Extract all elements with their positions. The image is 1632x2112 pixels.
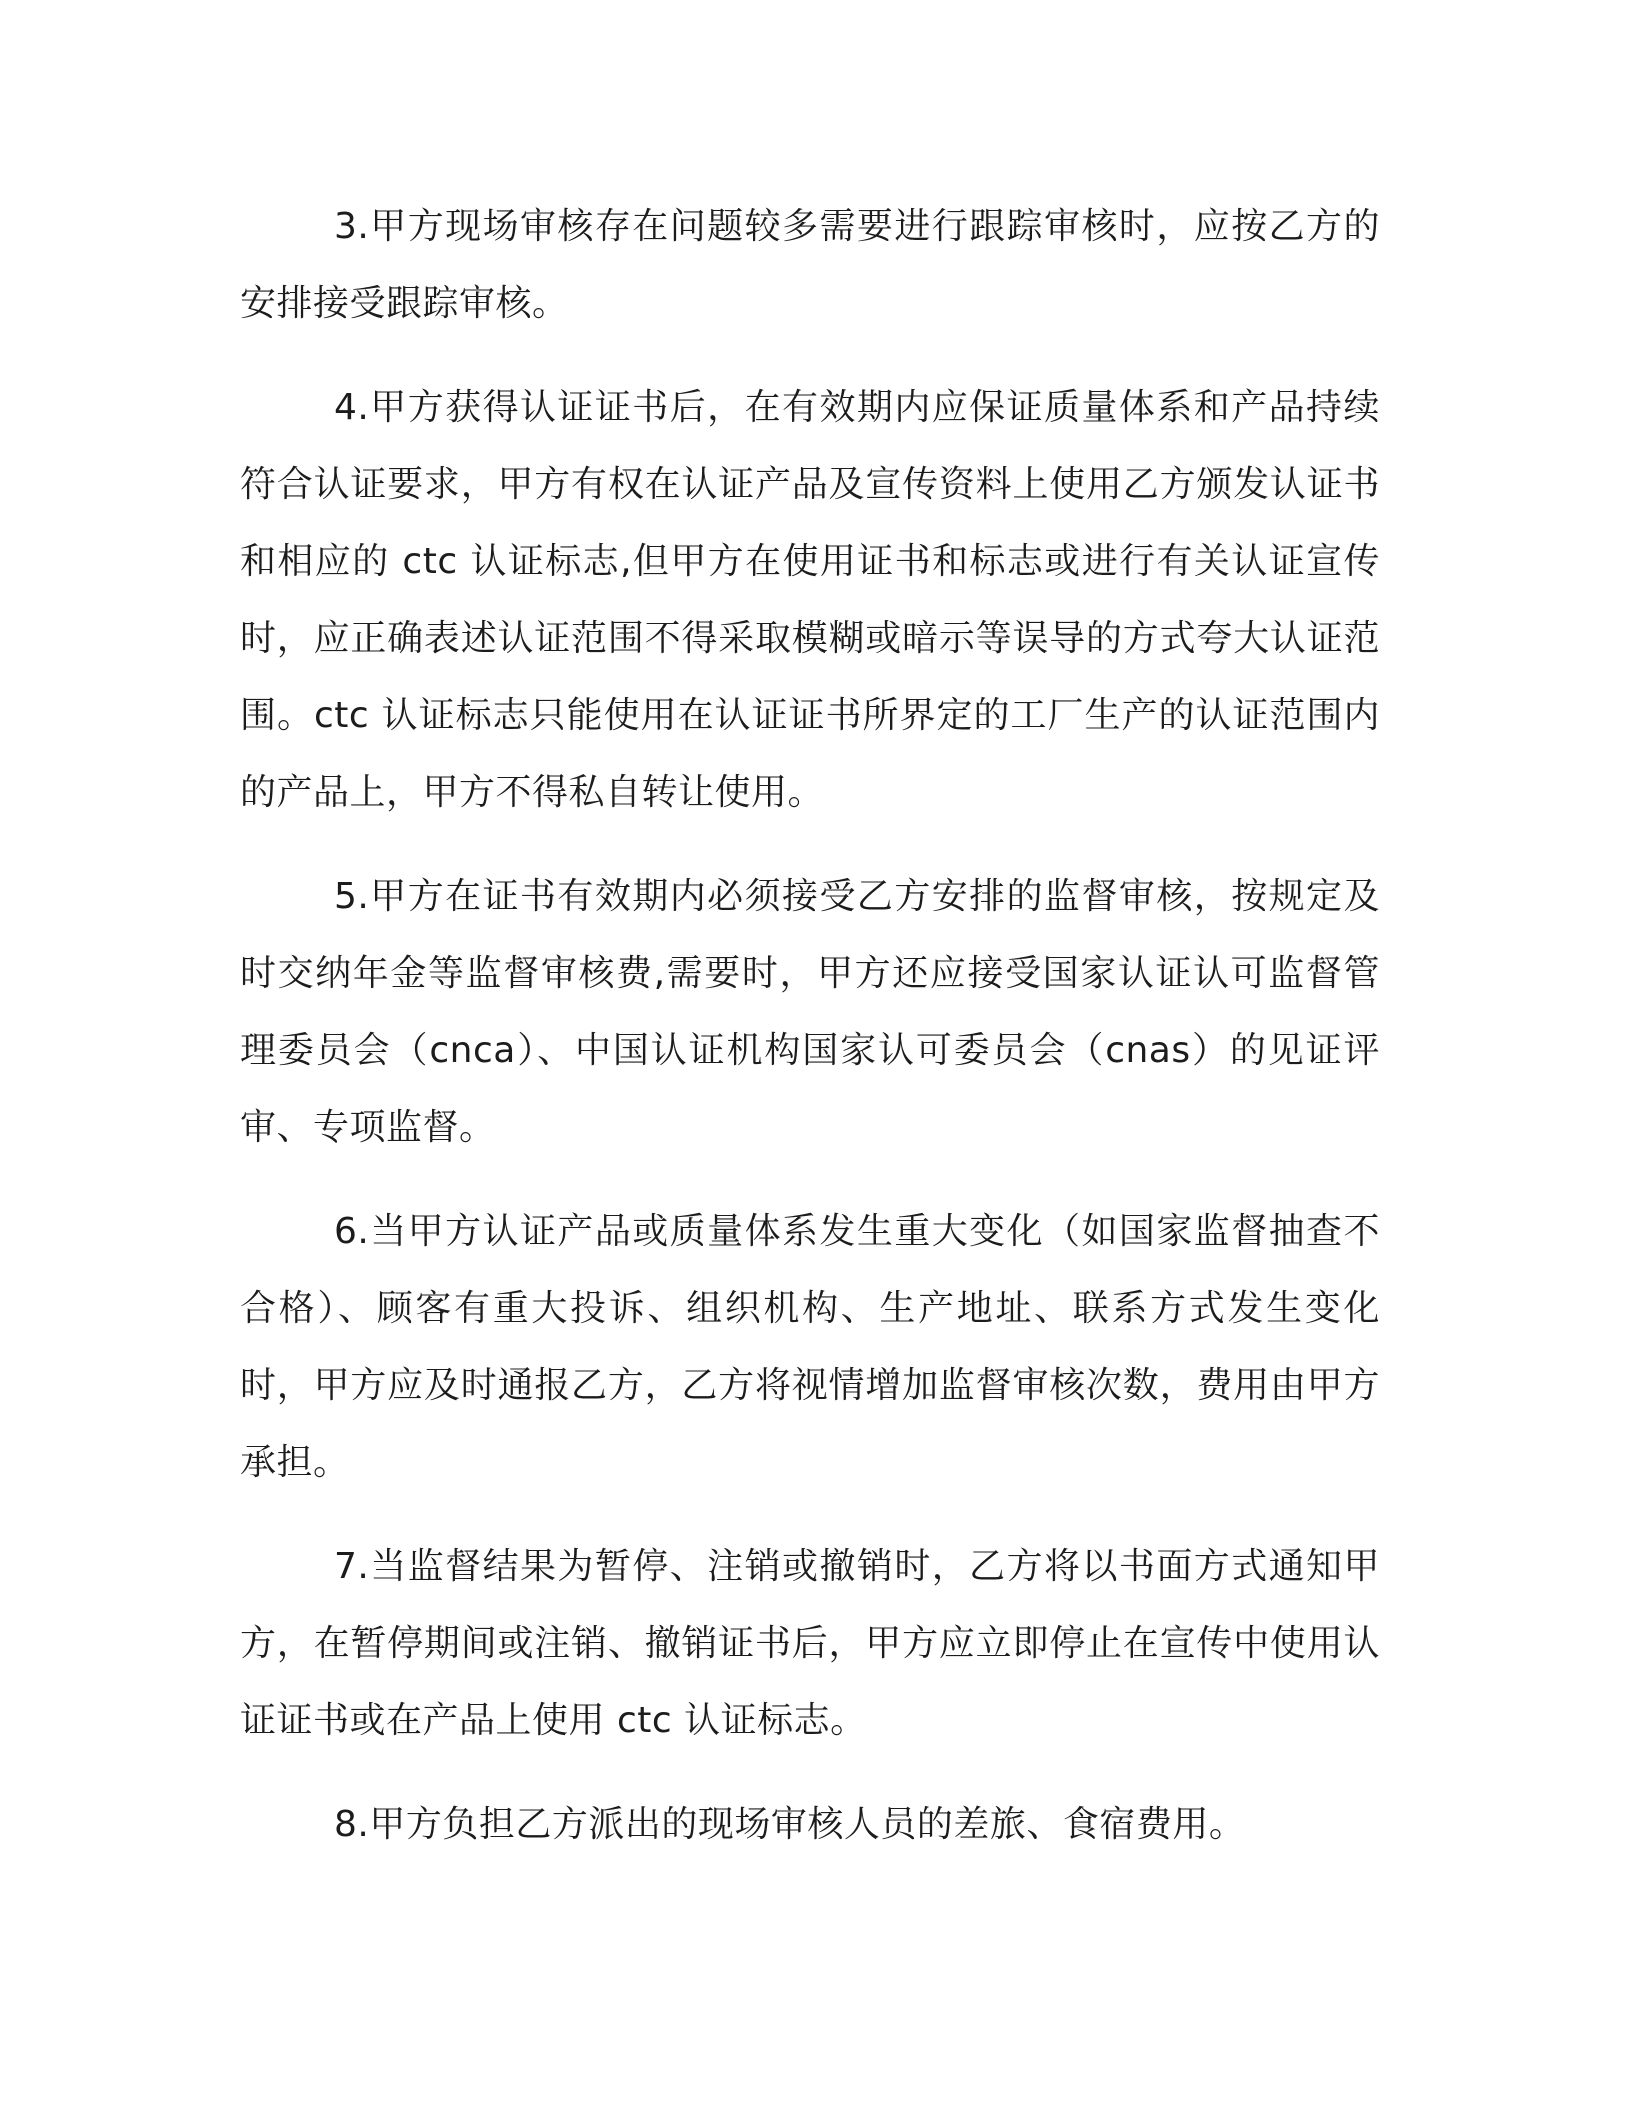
contract-clauses [240, 188, 1380, 1863]
clause-5: 5.甲方在证书有效期内必须接受乙方安排的监督审核，按规定及时交纳年金等监督审核费,需要时，甲方还应接受国家认证认可监督管理委员会（cnca）、中国认证机构国家认可委员会（cnas）的见证评审、专项监督。 [240, 876, 1380, 1148]
clause-3: 3.甲方现场审核存在问题较多需要进行跟踪审核时，应按乙方的安排接受跟踪审核。 [240, 206, 1380, 324]
clause-8: 8.甲方负担乙方派出的现场审核人员的差旅、食宿费用。 [334, 1804, 1246, 1845]
clause-4: 4.甲方获得认证证书后，在有效期内应保证质量体系和产品持续符合认证要求，甲方有权在认证产品及宣传资料上使用乙方颁发认证书和相应的 ctc 认证标志,但甲方在使用证书和标志或进行有关认证宣传时，应正确表述认证范围不得采取模糊或暗示等误导的方式夸大认证范围。ctc 认证标志只能使用在认证证书所界定的工厂生产的认证范围内的产品上，甲方不得私自转让使用。 [240, 387, 1380, 813]
clause-6: 6.当甲方认证产品或质量体系发生重大变化（如国家监督抽查不合格）、顾客有重大投诉、组织机构、生产地址、联系方式发生变化时，甲方应及时通报乙方，乙方将视情增加监督审核次数，费用由甲方承担。 [240, 1211, 1380, 1483]
clause-7: 7.当监督结果为暂停、注销或撤销时，乙方将以书面方式通知甲方，在暂停期间或注销、撤销证书后，甲方应立即停止在宣传中使用认证证书或在产品上使用 ctc 认证标志。 [240, 1546, 1380, 1741]
